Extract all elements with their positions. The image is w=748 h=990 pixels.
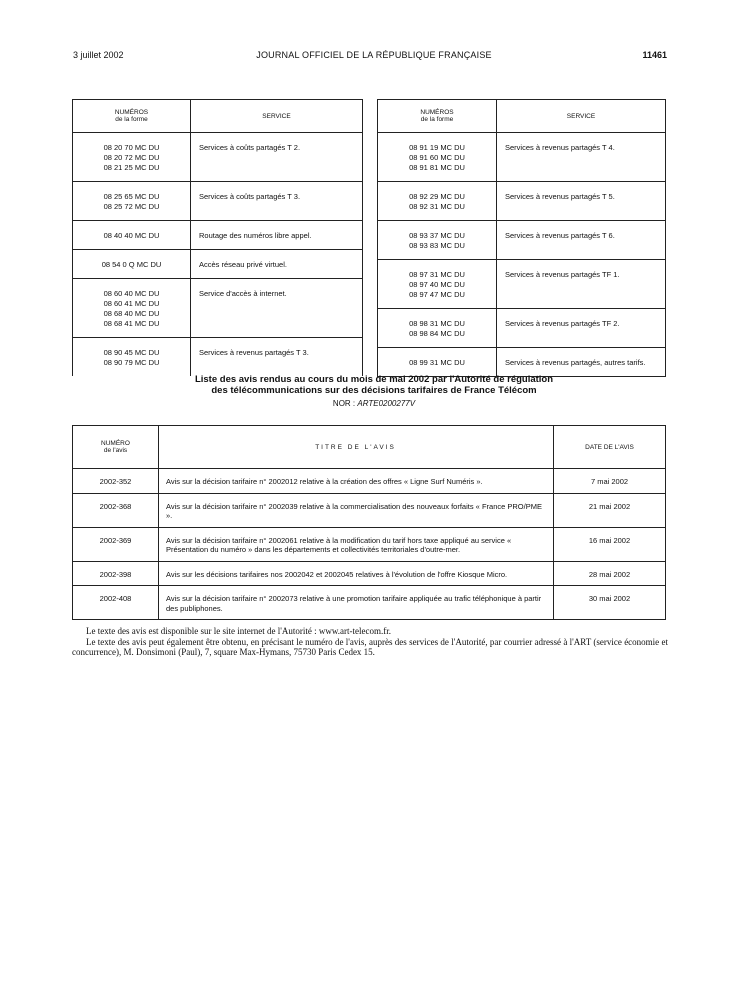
numbers-cell [378, 221, 497, 260]
table-row [378, 260, 666, 309]
avis-title-cell: Avis sur la décision tarifaire n° 2002039 relative à la commercialisation des nouveaux forfaits « France PRO/PME ». [159, 493, 554, 527]
numbers-cell [378, 133, 497, 182]
avis-title-cell: Avis sur les décisions tarifaires nos 2002042 et 2002045 relatives à l'évolution de l'offre Kiosque Micro. [159, 561, 554, 586]
table-row [378, 182, 666, 221]
number-value: 08 25 72 MC DU [103, 202, 160, 211]
number-value: 08 20 70 MC DU [103, 143, 160, 152]
list-title [0, 374, 748, 396]
column-header-numbers [378, 100, 497, 133]
number-value: 08 91 19 MC DU [409, 143, 465, 152]
right-numbers-table [377, 99, 666, 377]
journal-title: JOURNAL OFFICIEL DE LA RÉPUBLIQUE FRANÇAISE [256, 50, 492, 60]
number-value: 08 20 72 MC DU [103, 153, 160, 162]
number-value: 08 91 60 MC DU [409, 153, 465, 162]
numbers-cell [378, 182, 497, 221]
number-value: 08 90 45 MC DU [103, 348, 160, 357]
avis-number-cell: 2002-408 [73, 586, 159, 620]
service-cell: Services à revenus partagés T 5. [497, 182, 666, 221]
avis-date-cell: 28 mai 2002 [554, 561, 666, 586]
list-title-line2: des télécommunications sur des décisions tarifaires de France Télécom [211, 385, 537, 396]
service-cell: Service d'accès à internet. [191, 279, 363, 338]
numbers-cell [73, 221, 191, 250]
column-header-service: SERVICE [497, 100, 666, 133]
table-row [73, 279, 363, 338]
header-de-l-avis: de l'avis [103, 447, 128, 454]
column-header-titre: TITRE DE L'AVIS [159, 426, 554, 469]
number-value: 08 98 84 MC DU [409, 329, 465, 338]
nor-value: ARTE0200277V [357, 399, 416, 408]
table-row [73, 469, 666, 494]
column-header-numbers [73, 100, 191, 133]
service-cell: Services à revenus partagés T 6. [497, 221, 666, 260]
table-header-row [73, 426, 666, 469]
service-cell: Accès réseau privé virtuel. [191, 250, 363, 279]
numbers-cell [378, 348, 497, 377]
numbers-cell [73, 182, 191, 221]
avis-date-cell: 16 mai 2002 [554, 527, 666, 561]
header-numeros: NUMÉROS [114, 109, 149, 116]
numbers-cell [378, 260, 497, 309]
table-header-row [378, 100, 666, 133]
number-value: 08 93 37 MC DU [409, 231, 465, 240]
avis-table [72, 425, 666, 620]
table-row [73, 338, 363, 377]
service-cell: Routage des numéros libre appel. [191, 221, 363, 250]
number-value: 08 97 47 MC DU [409, 290, 465, 299]
table-row [378, 221, 666, 260]
header-de-la-forme: de la forme [420, 116, 454, 123]
number-value: 08 98 31 MC DU [409, 319, 465, 328]
number-value: 08 93 83 MC DU [409, 241, 465, 250]
number-value: 08 21 25 MC DU [103, 163, 160, 172]
column-header-service: SERVICE [191, 100, 363, 133]
avis-number-cell: 2002-398 [73, 561, 159, 586]
number-value: 08 92 29 MC DU [409, 192, 465, 201]
header-numero: NUMÉRO [101, 440, 130, 447]
footer-paragraph-contact: Le texte des avis peut également être obtenu, en précisant le numéro de l'avis, auprès des services de l'Autorité, par courrier adressé à l'ART (service économie et concurrence), M. Donsimoni (Paul), 7, square Max-Hymans, 75730 Paris Cedex 15. [72, 637, 668, 657]
avis-date-cell: 7 mai 2002 [554, 469, 666, 494]
number-value: 08 97 31 MC DU [409, 270, 465, 279]
left-numbers-table [72, 99, 363, 376]
table-row [378, 309, 666, 348]
numbers-cell [378, 309, 497, 348]
number-value: 08 92 31 MC DU [409, 202, 465, 211]
service-cell: Services à revenus partagés TF 2. [497, 309, 666, 348]
list-title-line1: Liste des avis rendus au cours du mois de mai 2002 par l'Autorité de régulation [194, 374, 554, 385]
avis-table-body [73, 469, 666, 620]
column-header-numero [73, 426, 159, 469]
table-row [73, 182, 363, 221]
avis-title-cell: Avis sur la décision tarifaire n° 2002073 relative à une promotion tarifaire appliquée au trafic téléphonique à partir des publiphones. [159, 586, 554, 620]
table-row [73, 133, 363, 182]
number-value: 08 91 81 MC DU [409, 163, 465, 172]
nor-label: NOR : [332, 399, 356, 408]
number-value: 08 90 79 MC DU [103, 358, 160, 367]
service-cell: Services à revenus partagés T 4. [497, 133, 666, 182]
avis-title-cell: Avis sur la décision tarifaire n° 2002012 relative à la création des offres « Ligne Surf Numéris ». [159, 469, 554, 494]
number-value: 08 40 40 MC DU [103, 231, 160, 240]
table-row [73, 250, 363, 279]
table-row [73, 561, 666, 586]
numbers-cell [73, 338, 191, 377]
service-cell: Services à coûts partagés T 3. [191, 182, 363, 221]
table-row [378, 348, 666, 377]
header-date: 3 juillet 2002 [73, 50, 124, 60]
number-value: 08 97 40 MC DU [409, 280, 465, 289]
header-de-la-forme: de la forme [115, 116, 148, 123]
numbers-cell [73, 133, 191, 182]
avis-number-cell: 2002-352 [73, 469, 159, 494]
numbers-cell [73, 279, 191, 338]
avis-title-cell: Avis sur la décision tarifaire n° 2002061 relative à la modification du tarif hors taxe appliqué au service « Présentation du numéro » dans les départements et collectivités territoriales d'outre-mer. [159, 527, 554, 561]
avis-date-cell: 30 mai 2002 [554, 586, 666, 620]
number-value: 08 60 41 MC DU [103, 299, 160, 308]
number-value: 08 25 65 MC DU [103, 192, 160, 201]
table-row [73, 221, 363, 250]
numbers-cell [73, 250, 191, 279]
table-row [378, 133, 666, 182]
service-cell: Services à revenus partagés TF 1. [497, 260, 666, 309]
number-value: 08 60 40 MC DU [103, 289, 160, 298]
table-row [73, 527, 666, 561]
service-cell: Services à revenus partagés T 3. [191, 338, 363, 377]
avis-number-cell: 2002-368 [73, 493, 159, 527]
column-header-date: DATE DE L'AVIS [554, 426, 666, 469]
table-row [73, 586, 666, 620]
number-value: 08 54 0 Q MC DU [101, 260, 162, 269]
page-number: 11461 [642, 50, 667, 60]
number-value: 08 99 31 MC DU [409, 358, 465, 367]
left-table-body [73, 133, 363, 377]
nor-reference [0, 399, 748, 408]
avis-date-cell: 21 mai 2002 [554, 493, 666, 527]
number-value: 08 68 41 MC DU [103, 319, 160, 328]
header-numeros: NUMÉROS [420, 109, 454, 116]
service-cell: Services à revenus partagés, autres tarifs. [497, 348, 666, 377]
service-cell: Services à coûts partagés T 2. [191, 133, 363, 182]
avis-number-cell: 2002-369 [73, 527, 159, 561]
right-table-body [378, 133, 666, 377]
number-value: 08 68 40 MC DU [103, 309, 160, 318]
footer-paragraph-availability: Le texte des avis est disponible sur le site internet de l'Autorité : www.art-telecom.fr. [86, 626, 391, 636]
table-row [73, 493, 666, 527]
table-header-row [73, 100, 363, 133]
